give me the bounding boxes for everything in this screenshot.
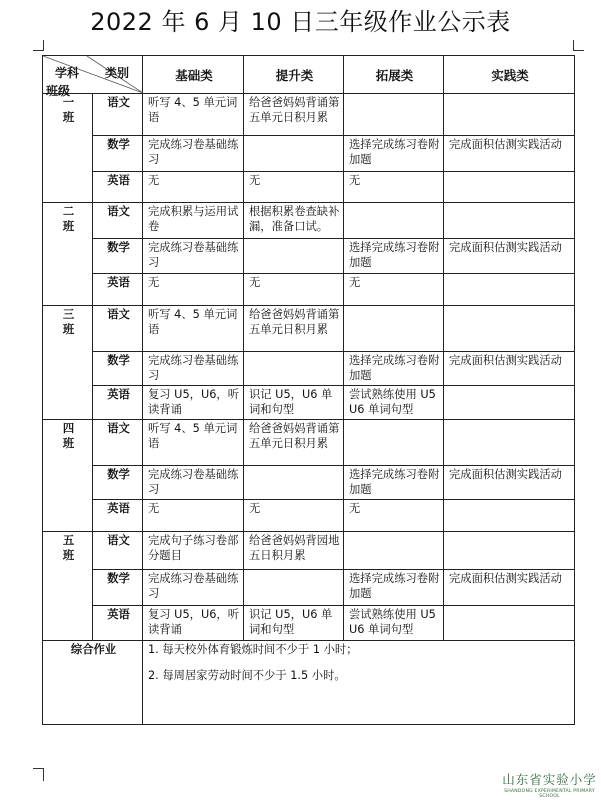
table-row (43, 352, 575, 386)
cell-basic: 无 (143, 172, 244, 203)
cell-extend: 选择完成练习卷附加题 (344, 239, 444, 274)
cell-practice (444, 420, 575, 466)
general-homework-notes (143, 641, 575, 725)
cell-practice (444, 606, 575, 641)
table-row (43, 500, 575, 532)
table-row (43, 420, 575, 466)
cell-practice: 完成面积估测实践活动 (444, 570, 575, 606)
cell-extend: 选择完成练习卷附加题 (344, 466, 444, 500)
school-logo-english: SHANDONG EXPERIMENTAL PRIMARY SCHOOL (504, 789, 595, 799)
table-row (43, 136, 575, 172)
table-row (43, 274, 575, 306)
table-row (43, 466, 575, 500)
cell-practice (444, 386, 575, 420)
cell-basic: 完成练习卷基础练习 (143, 466, 244, 500)
class-cell: 二 班 (43, 203, 93, 306)
subject-cell: 英语 (93, 172, 143, 203)
cell-basic: 听写 4、5 单元词语 (143, 420, 244, 466)
cell-basic: 复习 U5，U6，听读背诵 (143, 386, 244, 420)
column-header-extend: 拓展类 (344, 56, 444, 94)
cell-extend (344, 532, 444, 570)
cell-basic: 无 (143, 500, 244, 532)
cell-improve: 给爸爸妈妈背诵第五单元日积月累 (244, 306, 344, 352)
cell-extend: 尝试熟练使用 U5U6 单词句型 (344, 606, 444, 641)
page-title: 2022 年 6 月 10 日三年级作业公示表 (90, 8, 511, 36)
subject-cell: 英语 (93, 274, 143, 306)
cell-practice (444, 203, 575, 239)
cell-improve: 识记 U5，U6 单词和句型 (244, 386, 344, 420)
cell-practice (444, 94, 575, 136)
cell-extend: 无 (344, 274, 444, 306)
cell-basic: 听写 4、5 单元词语 (143, 306, 244, 352)
cell-basic: 复习 U5，U6，听读背诵 (143, 606, 244, 641)
cell-extend: 无 (344, 500, 444, 532)
cell-extend: 选择完成练习卷附加题 (344, 570, 444, 606)
table-row (43, 606, 575, 641)
cell-improve: 根据积累卷查缺补漏，准备口试。 (244, 203, 344, 239)
column-header-practice: 实践类 (444, 56, 575, 94)
general-homework-row (43, 641, 575, 725)
crop-mark-bottom-left (33, 768, 44, 781)
table-row (43, 306, 575, 352)
subject-cell: 语文 (93, 203, 143, 239)
cell-basic: 听写 4、5 单元词语 (143, 94, 244, 136)
cell-practice (444, 532, 575, 570)
cell-extend (344, 94, 444, 136)
cell-improve (244, 570, 344, 606)
cell-improve: 无 (244, 274, 344, 306)
table-row (43, 570, 575, 606)
subject-cell: 语文 (93, 420, 143, 466)
cell-extend: 选择完成练习卷附加题 (344, 352, 444, 386)
cell-extend: 尝试熟练使用 U5U6 单词句型 (344, 386, 444, 420)
cell-practice: 完成面积估测实践活动 (444, 466, 575, 500)
cell-extend: 选择完成练习卷附加题 (344, 136, 444, 172)
cell-practice: 完成面积估测实践活动 (444, 136, 575, 172)
cell-improve: 给爸爸妈妈背诵第五单元日积月累 (244, 420, 344, 466)
table-row (43, 203, 575, 239)
school-logo (498, 770, 601, 799)
note-item: 2. 每周居家劳动时间不少于 1.5 小时。 (148, 669, 346, 682)
cell-improve (244, 466, 344, 500)
category-axis-label: 类别 (105, 66, 130, 80)
cell-improve (244, 352, 344, 386)
cell-extend (344, 306, 444, 352)
subject-cell: 语文 (93, 532, 143, 570)
cell-extend (344, 420, 444, 466)
cell-extend: 无 (344, 172, 444, 203)
general-homework-label: 综合作业 (43, 641, 143, 725)
subject-cell: 数学 (93, 352, 143, 386)
cell-improve: 给爸爸妈妈背园地五日积月累 (244, 532, 344, 570)
header-row (43, 56, 575, 94)
subject-cell: 语文 (93, 94, 143, 136)
class-axis-label: 班级 (46, 84, 71, 98)
cell-practice (444, 274, 575, 306)
homework-table (42, 55, 575, 725)
diagonal-header-cell (43, 56, 143, 98)
table-row (43, 172, 575, 203)
cell-basic: 完成练习卷基础练习 (143, 352, 244, 386)
crop-mark-top-right (573, 40, 584, 51)
subject-axis-label: 学科 (55, 66, 80, 80)
subject-cell: 数学 (93, 136, 143, 172)
subject-cell: 数学 (93, 466, 143, 500)
cell-basic: 完成练习卷基础练习 (143, 570, 244, 606)
school-logo-name: 山东省实验小学 (502, 772, 597, 787)
table-row (43, 239, 575, 274)
cell-basic: 无 (143, 274, 244, 306)
cell-improve: 无 (244, 500, 344, 532)
cell-improve: 识记 U5，U6 单词和句型 (244, 606, 344, 641)
cell-improve (244, 239, 344, 274)
cell-improve (244, 136, 344, 172)
subject-cell: 英语 (93, 606, 143, 641)
cell-basic: 完成积累与运用试卷 (143, 203, 244, 239)
cell-improve: 无 (244, 172, 344, 203)
column-header-improve: 提升类 (244, 56, 344, 94)
cell-practice (444, 172, 575, 203)
note-item: 1. 每天校外体育锻炼时间不少于 1 小时； (148, 643, 358, 656)
cell-basic: 完成练习卷基础练习 (143, 239, 244, 274)
class-cell: 四 班 (43, 420, 93, 532)
subject-cell: 英语 (93, 386, 143, 420)
table-row (43, 94, 575, 136)
column-header-basic: 基础类 (143, 56, 244, 94)
class-cell: 一 班 (43, 94, 93, 203)
cell-practice: 完成面积估测实践活动 (444, 239, 575, 274)
cell-improve: 给爸爸妈妈背诵第五单元日积月累 (244, 94, 344, 136)
class-cell: 三 班 (43, 306, 93, 420)
subject-cell: 语文 (93, 306, 143, 352)
cell-basic: 完成句子练习卷部分题目 (143, 532, 244, 570)
table-row (43, 532, 575, 570)
cell-basic: 完成练习卷基础练习 (143, 136, 244, 172)
cell-practice (444, 306, 575, 352)
subject-cell: 数学 (93, 570, 143, 606)
table-row (43, 386, 575, 420)
cell-practice (444, 500, 575, 532)
cell-extend (344, 203, 444, 239)
subject-cell: 数学 (93, 239, 143, 274)
crop-mark-top-left (33, 40, 44, 51)
cell-practice: 完成面积估测实践活动 (444, 352, 575, 386)
subject-cell: 英语 (93, 500, 143, 532)
class-cell: 五 班 (43, 532, 93, 641)
